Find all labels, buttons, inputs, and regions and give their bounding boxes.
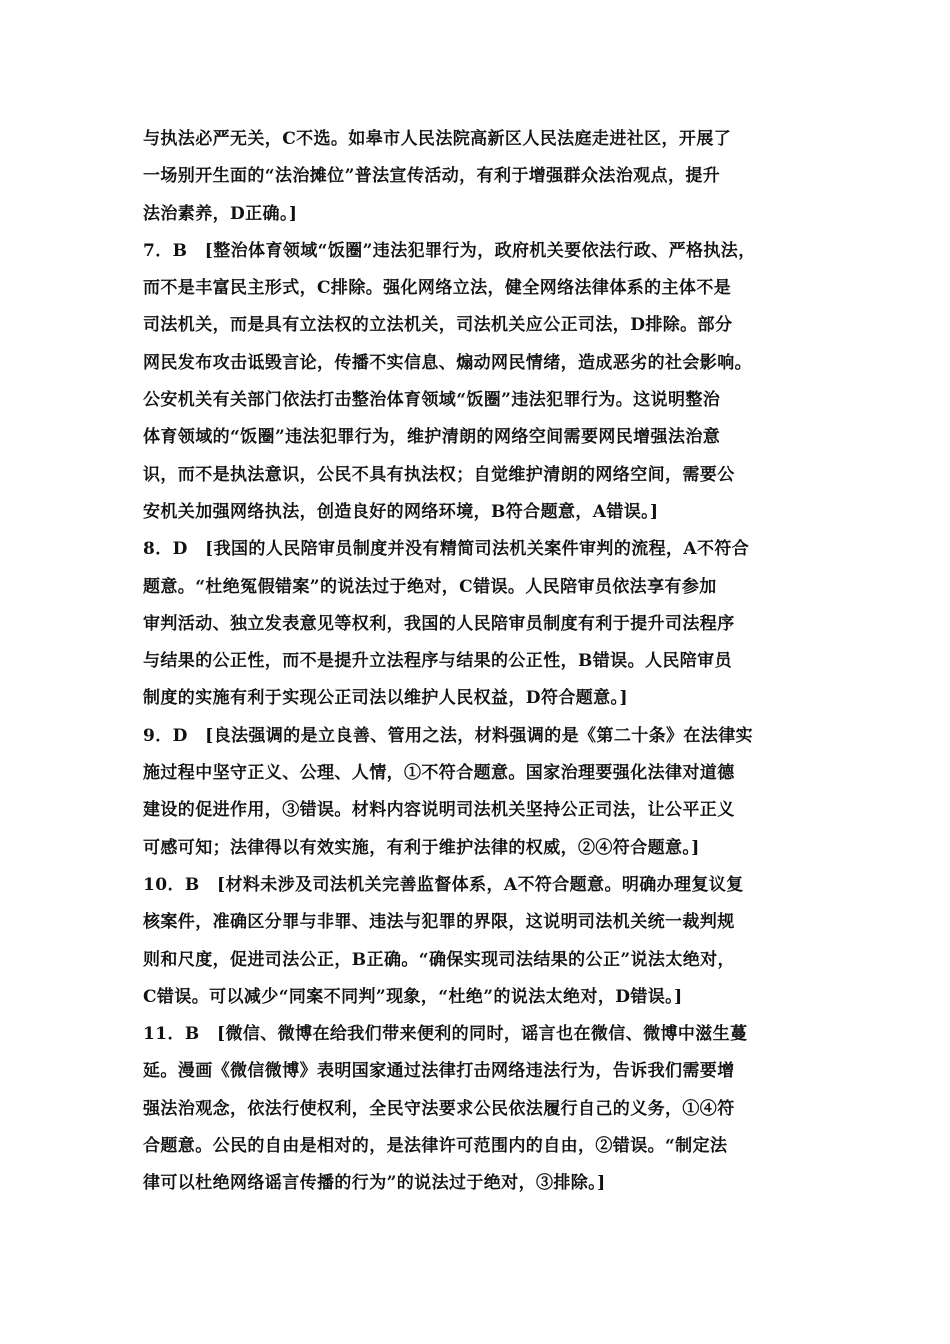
- text-line: 而不是丰富民主形式，C排除。强化网络立法，健全网络法律体系的主体不是: [143, 278, 732, 299]
- text-line: 延。漫画《微信微博》表明国家通过法律打击网络违法行为，告诉我们需要增: [143, 1061, 735, 1082]
- document-page: [143, 121, 813, 1203]
- text-line: 则和尺度，促进司法公正，B正确。“确保实现司法结果的公正”说法太绝对，: [143, 949, 735, 970]
- text-line: C错误。可以减少“同案不同判”现象，“杜绝”的说法太绝对，D错误。]: [143, 986, 683, 1007]
- answer-11-heading: 11．B [微信、微博在给我们带来便利的同时，谣言也在微信、微博中滋生蔓: [143, 1024, 748, 1045]
- text-line: 核案件，准确区分罪与非罪、违法与犯罪的界限，这说明司法机关统一裁判规: [143, 912, 735, 933]
- text-line: 制度的实施有利于实现公正司法以维护人民权益，D符合题意。]: [143, 688, 628, 709]
- text-line: 法治素养，D正确。]: [143, 203, 298, 224]
- text-line: 体育领域的“饭圈”违法犯罪行为，维护清朗的网络空间需要网民增强法治意: [143, 427, 721, 448]
- text-line: 网民发布攻击诋毁言论，传播不实信息、煽动网民情绪，造成恶劣的社会影响。: [143, 352, 752, 373]
- text-line: 审判活动、独立发表意见等权利，我国的人民陪审员制度有利于提升司法程序: [143, 613, 735, 634]
- text-line: 施过程中坚守正义、公理、人情，①不符合题意。国家治理要强化法律对道德: [143, 763, 735, 784]
- text-line: 公安机关有关部门依法打击整治体育领域“饭圈”违法犯罪行为。这说明整治: [143, 390, 721, 411]
- answer-9-heading: 9．D [良法强调的是立良善、管用之法，材料强调的是《第二十条》在法律实: [143, 725, 754, 746]
- text-line: 题意。“杜绝冤假错案”的说法过于绝对，C错误。人民陪审员依法享有参加: [143, 576, 717, 597]
- text-line: 一场别开生面的“法治摊位”普法宣传活动，有利于增强群众法治观点，提升: [143, 166, 721, 187]
- text-line: 与结果的公正性，而不是提升立法程序与结果的公正性，B错误。人民陪审员: [143, 651, 732, 672]
- text-line: 强法治观念，依法行使权利，全民守法要求公民依法履行自己的义务，①④符: [143, 1098, 735, 1119]
- text-line: 安机关加强网络执法，创造良好的网络环境，B符合题意，A错误。]: [143, 501, 659, 522]
- text-line: 建设的促进作用，③错误。材料内容说明司法机关坚持公正司法，让公平正义: [143, 800, 735, 821]
- text-line: 识，而不是执法意识，公民不具有执法权；自觉维护清朗的网络空间，需要公: [143, 464, 735, 485]
- answer-7-heading: 7．B [整治体育领域“饭圈”违法犯罪行为，政府机关要依法行政、严格执法，: [143, 240, 756, 261]
- text-line: 合题意。公民的自由是相对的，是法律许可范围内的自由，②错误。“制定法: [143, 1136, 728, 1157]
- text-line: 司法机关，而是具有立法权的立法机关，司法机关应公正司法，D排除。部分: [143, 315, 733, 336]
- answer-10-heading: 10．B [材料未涉及司法机关完善监督体系，A不符合题意。明确办理复议复: [143, 874, 744, 895]
- text-line: 与执法必严无关，C不选。如皋市人民法院高新区人民法庭走进社区，开展了: [143, 129, 732, 149]
- text-line: 可感可知；法律得以有效实施，有利于维护法律的权威，②④符合题意。]: [143, 837, 700, 858]
- text-line: 律可以杜绝网络谣言传播的行为”的说法过于绝对，③排除。]: [143, 1173, 606, 1194]
- answer-8-heading: 8．D [我国的人民陪审员制度并没有精简司法机关案件审判的流程，A不符合: [143, 539, 750, 560]
